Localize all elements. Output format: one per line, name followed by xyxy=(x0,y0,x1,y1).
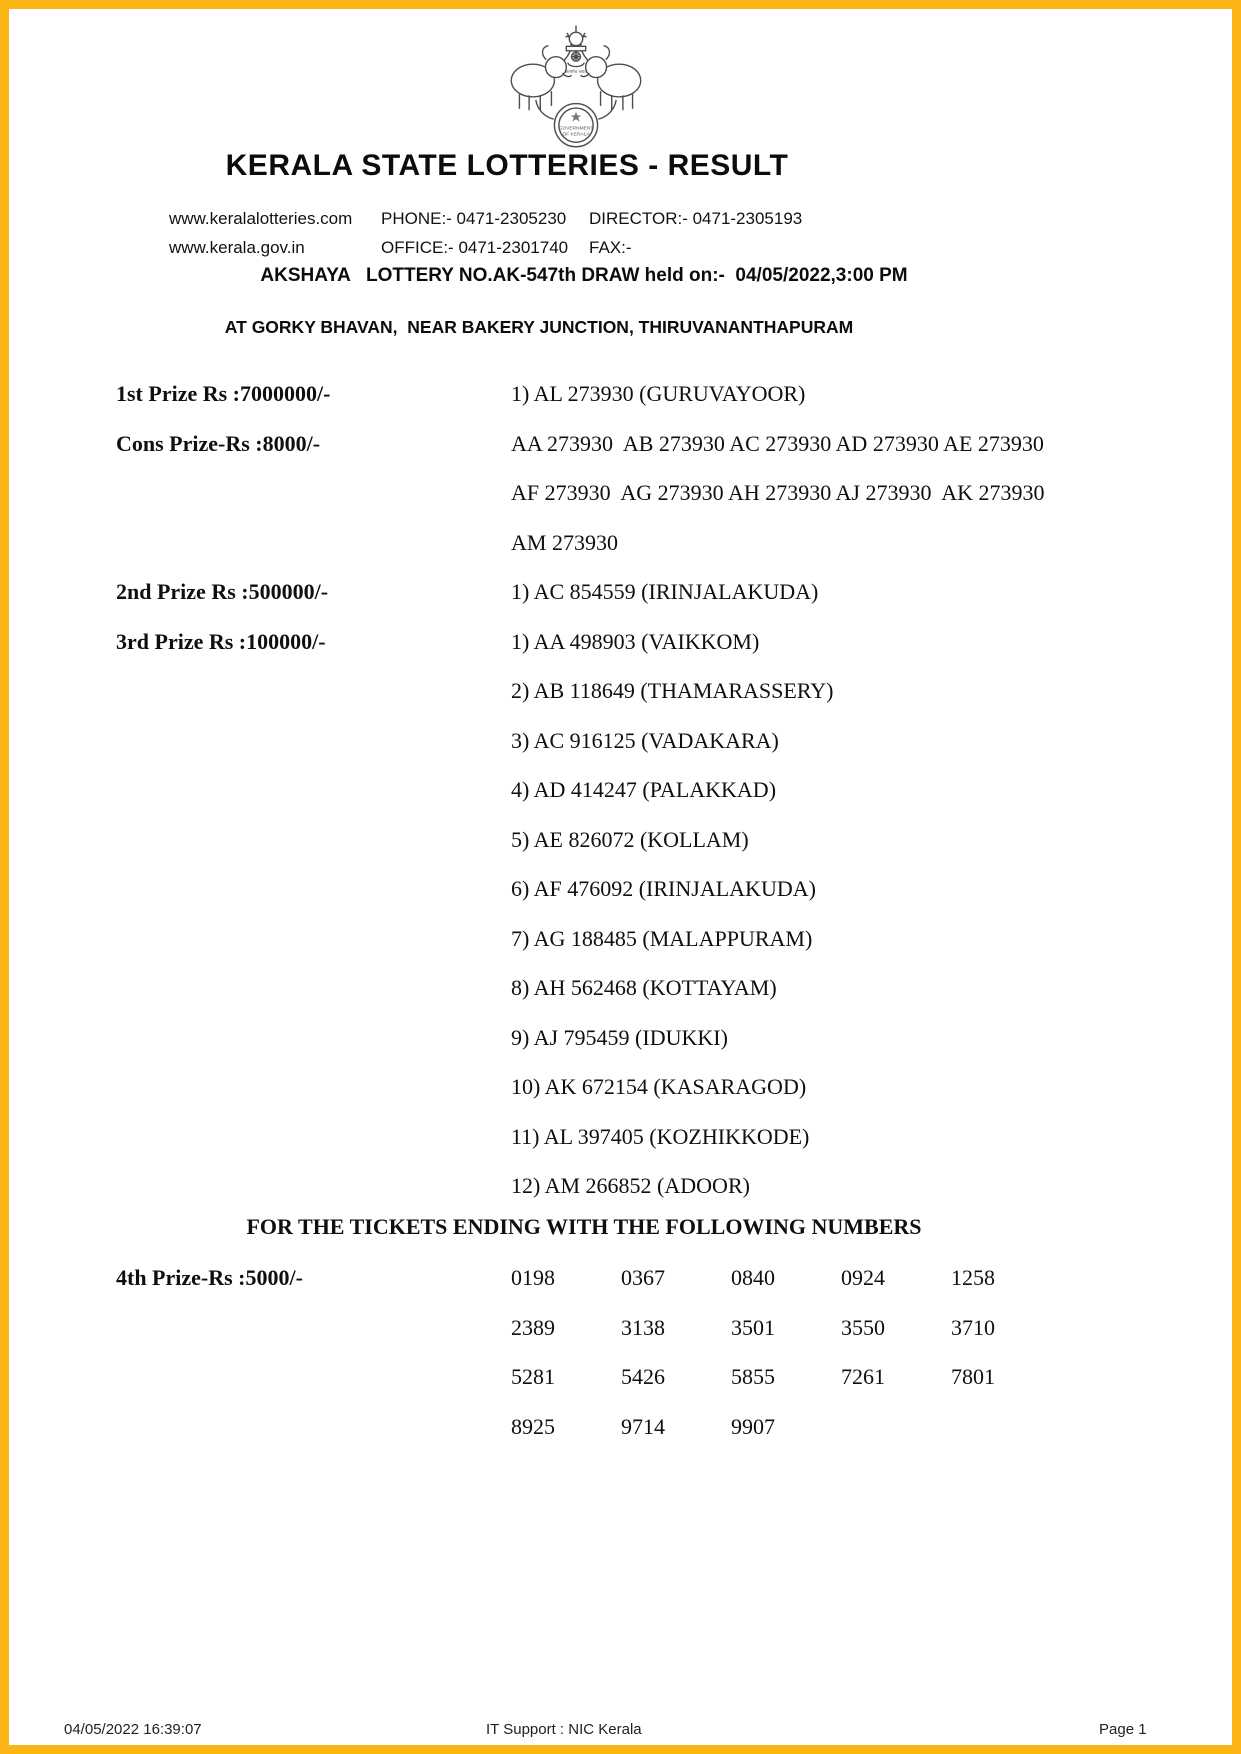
third-prize-winner: 10) AK 672154 (KASARAGOD) xyxy=(511,1074,807,1099)
fourth-prize-numbers xyxy=(511,1253,1201,1451)
phone-number: PHONE:- 0471-2305230 xyxy=(381,209,567,228)
contact-info xyxy=(169,209,1069,267)
it-support-credit: IT Support : NIC Kerala xyxy=(486,1721,642,1738)
consolation-winners-line: AF 273930 AG 273930 AH 273930 AJ 273930 AK 273930 xyxy=(511,480,1045,505)
contact-row-1 xyxy=(169,209,1069,229)
winning-number: 0367 xyxy=(621,1265,665,1290)
first-prize-label: 1st Prize Rs :7000000/- xyxy=(116,381,331,406)
emblem-motto: सत्यमेव जयते xyxy=(565,69,587,75)
third-prize-winner: 5) AE 826072 (KOLLAM) xyxy=(511,826,749,852)
prize-table xyxy=(116,369,1201,1211)
print-timestamp: 04/05/2022 16:39:07 xyxy=(64,1721,202,1738)
seal-medallion xyxy=(554,104,597,147)
winning-number: 0924 xyxy=(841,1265,885,1290)
website-lotteries-link[interactable]: www.keralalotteries.com xyxy=(169,209,353,228)
third-prize-winner: 12) AM 266852 (ADOOR) xyxy=(511,1173,750,1198)
winning-number: 3501 xyxy=(731,1314,775,1340)
third-prize-winner: 4) AD 414247 (PALAKKAD) xyxy=(511,777,777,802)
third-prize-winner: 3) AC 916125 (VADAKARA) xyxy=(511,727,779,753)
winning-number: 3138 xyxy=(621,1314,665,1340)
third-prize-winner: 1) AA 498903 (VAIKKOM) xyxy=(511,628,760,654)
director-number: DIRECTOR:- 0471-2305193 xyxy=(589,209,803,228)
third-prize-winner: 6) AF 476092 (IRINJALAKUDA) xyxy=(511,876,816,901)
page-title: KERALA STATE LOTTERIES - RESULT xyxy=(225,149,789,182)
winning-number: 9714 xyxy=(621,1413,665,1439)
winning-number: 7261 xyxy=(841,1364,885,1389)
winning-number: 5855 xyxy=(731,1364,775,1389)
second-prize-winner: 1) AC 854559 (IRINJALAKUDA) xyxy=(511,579,819,604)
winning-number: 2389 xyxy=(511,1314,555,1340)
third-prize-row xyxy=(116,617,1201,1211)
winning-number: 0840 xyxy=(731,1265,775,1290)
first-prize-row xyxy=(116,369,1201,419)
winning-number: 3550 xyxy=(841,1314,885,1340)
seal-text-top: GOVERNMENT xyxy=(558,126,594,132)
winning-number: 3710 xyxy=(951,1314,995,1340)
third-prize-winner: 9) AJ 795459 (IDUKKI) xyxy=(511,1024,728,1050)
tickets-ending-heading: FOR THE TICKETS ENDING WITH THE FOLLOWING NUMBERS xyxy=(246,1214,922,1239)
contact-row-2 xyxy=(169,238,1069,258)
fax-number: FAX:- xyxy=(589,238,632,257)
office-number: OFFICE:- 0471-2301740 xyxy=(381,238,569,257)
left-elephant xyxy=(511,36,571,110)
lion-capital xyxy=(566,25,585,66)
draw-title: AKSHAYA LOTTERY NO.AK-547th DRAW held on:- 04/05/2022,3:00 PM xyxy=(260,265,908,286)
seal-text-bottom: OF KERALA xyxy=(562,132,590,138)
third-prize-winner: 7) AG 188485 (MALAPPURAM) xyxy=(511,925,813,951)
consolation-prize-label: Cons Prize-Rs :8000/- xyxy=(116,430,321,456)
page-number: Page 1 xyxy=(1099,1721,1147,1738)
consolation-winners-line: AM 273930 xyxy=(511,529,618,555)
winning-number: 9907 xyxy=(731,1413,775,1439)
winning-number: 0198 xyxy=(511,1265,555,1290)
third-prize-winner: 2) AB 118649 (THAMARASSERY) xyxy=(511,678,834,703)
second-prize-label: 2nd Prize Rs :500000/- xyxy=(116,579,329,604)
third-prize-winner: 8) AH 562468 (KOTTAYAM) xyxy=(511,975,777,1000)
winning-number: 5426 xyxy=(621,1364,665,1389)
fourth-prize-label: 4th Prize-Rs :5000/- xyxy=(116,1265,303,1290)
third-prize-label: 3rd Prize Rs :100000/- xyxy=(116,628,326,654)
second-prize-row xyxy=(116,567,1201,617)
third-prize-winner: 11) AL 397405 (KOZHIKKODE) xyxy=(511,1123,810,1149)
winning-number: 8925 xyxy=(511,1413,555,1439)
first-prize-winner: 1) AL 273930 (GURUVAYOOR) xyxy=(511,381,806,406)
winning-number: 7801 xyxy=(951,1364,995,1389)
consolation-prize-row xyxy=(116,419,1201,568)
kerala-government-emblem-icon xyxy=(501,21,651,149)
consolation-winners-line: AA 273930 AB 273930 AC 273930 AD 273930 AE 273930 xyxy=(511,430,1044,456)
fourth-prize-row xyxy=(116,1253,1201,1451)
winning-number: 5281 xyxy=(511,1364,555,1389)
right-elephant xyxy=(580,36,640,110)
website-kerala-gov-link[interactable]: www.kerala.gov.in xyxy=(169,238,305,257)
draw-venue: AT GORKY BHAVAN, NEAR BAKERY JUNCTION, THIRUVANANTHAPURAM xyxy=(224,317,854,337)
winning-number: 1258 xyxy=(951,1265,995,1290)
